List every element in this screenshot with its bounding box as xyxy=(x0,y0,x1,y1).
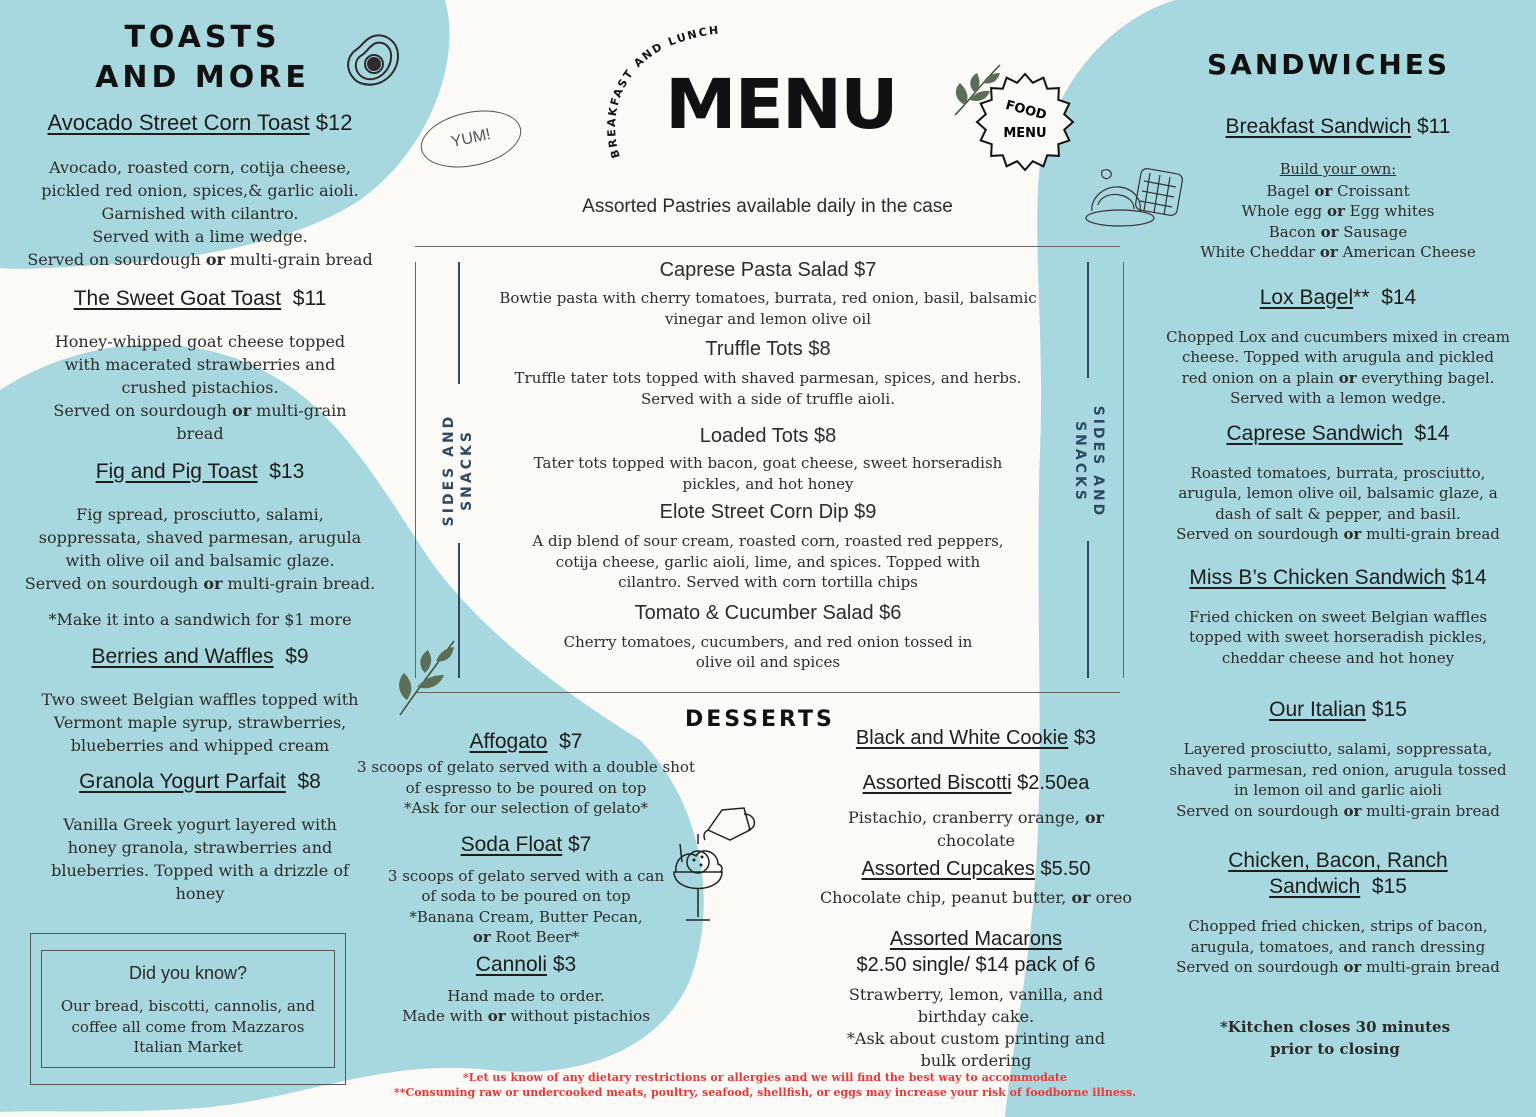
desserts-heading: DESSERTS xyxy=(685,707,835,732)
dessert-item-desc: 3 scoops of gelato served with a can of soda to be poured on top *Banana Cream, Butter Pecan, or Root Beer* xyxy=(387,866,665,946)
sandwich-item-desc: Chopped Lox and cucumbers mixed in cream cheese. Topped with arugula and pickled red onion on a plain or everything bagel. Served with a lemon wedge. xyxy=(1166,327,1510,407)
sandwiches-column xyxy=(1140,114,1536,1060)
sides-right-rule xyxy=(1123,262,1124,678)
toast-item-title: Berries and Waffles $9 xyxy=(91,645,309,668)
did-you-know-text: Our bread, biscotti, cannolis, and coffee all come from Mazzaros Italian Market xyxy=(60,997,316,1056)
dessert-item-title: Assorted Biscotti $2.50ea xyxy=(862,772,1090,794)
side-item-title: Caprese Pasta Salad $7 xyxy=(659,259,877,281)
side-item-desc: Tater tots topped with bacon, goat cheese, sweet horseradish pickles, and hot honey xyxy=(533,454,1003,493)
menu-title: MENU xyxy=(665,64,897,144)
desserts-left-column xyxy=(350,729,702,1027)
sandwich-item-title: Our Italian $15 xyxy=(1269,698,1407,721)
sides-label-left: SIDES AND SNACKS xyxy=(441,413,475,527)
side-item-title: Truffle Tots $8 xyxy=(705,338,831,360)
sides-bottom-rule xyxy=(415,692,1120,693)
toasts-column xyxy=(0,110,400,905)
dessert-item-subtitle: $2.50 single/ $14 pack of 6 xyxy=(856,954,1096,976)
side-item-desc: Truffle tater tots topped with shaved parmesan, spices, and herbs. Served with a side of truffle aioli. xyxy=(514,369,1022,408)
toast-item-desc: Fig spread, prosciutto, salami, soppressata, shaved parmesan, arugula with olive oil and balsamic glaze. Served on sourdough or multi-grain bread. xyxy=(24,505,376,593)
toasts-heading: TOASTS AND MORE xyxy=(95,20,310,95)
side-item-title: Loaded Tots $8 xyxy=(699,425,837,447)
toast-item-desc: Honey-whipped goat cheese topped with macerated strawberries and crushed pistachios. Served on sourdough or multi-grain bread xyxy=(53,332,347,443)
dessert-item-title: Assorted Macarons xyxy=(889,928,1063,950)
avocado-icon xyxy=(340,28,410,98)
sandwich-item-desc: Bagel or Croissant Whole egg or Egg whites Bacon or Sausage White Cheddar or American Cheese xyxy=(1200,181,1476,261)
sandwich-item-desc: Fried chicken on sweet Belgian waffles topped with sweet horseradish pickles, cheddar cheese and hot honey xyxy=(1188,607,1488,667)
sides-list xyxy=(480,257,1056,673)
sundae-icon xyxy=(668,832,728,927)
sandwich-item-title: Chicken, Bacon, Ranch xyxy=(1228,849,1448,872)
toast-item-title: Granola Yogurt Parfait $8 xyxy=(79,770,321,793)
sandwich-build-label: Build your own: xyxy=(1279,162,1397,178)
desserts-right-column xyxy=(800,725,1152,1072)
sandwich-item-title: Lox Bagel** $14 xyxy=(1259,285,1417,309)
toast-item-desc: Vanilla Greek yogurt layered with honey granola, strawberries and blueberries. Topped with a drizzle of honey xyxy=(51,815,349,903)
dessert-item-desc: Strawberry, lemon, vanilla, and birthday cake. *Ask about custom printing and bulk ordering xyxy=(846,985,1106,1070)
leaf-icon xyxy=(392,635,462,720)
sides-left-rule xyxy=(415,262,416,678)
side-item-desc: Bowtie pasta with cherry tomatoes, burrata, red onion, basil, balsamic vinegar and lemon olive oil xyxy=(499,289,1037,328)
dessert-item-desc: Hand made to order. Made with or without pistachios xyxy=(402,986,650,1025)
sandwich-item-title: Caprese Sandwich $14 xyxy=(1226,421,1450,445)
dessert-item-title: Assorted Cupcakes $5.50 xyxy=(861,858,1091,880)
dessert-item-desc: Chocolate chip, peanut butter, or oreo xyxy=(819,888,1133,907)
side-item-desc: A dip blend of sour cream, roasted corn, roasted red peppers, cotija cheese, garlic aioli, lime, and spices. Topped with cilantro. Served with corn tortilla chips xyxy=(532,532,1004,591)
dessert-item-title: Black and White Cookie $3 xyxy=(855,727,1097,749)
toast-item-title: Fig and Pig Toast $13 xyxy=(95,460,305,483)
kitchen-closing-note: *Kitchen closes 30 minutes prior to closing xyxy=(1219,1017,1451,1058)
raw-food-warning: **Consuming raw or undercooked meats, poultry, seafood, shellfish, or eggs may increase your risk of foodborne illness. xyxy=(393,1086,1137,1099)
sides-right-accent-bottom xyxy=(1087,541,1089,678)
dessert-item-title: Soda Float $7 xyxy=(460,832,592,856)
sandwich-item-title: Miss B’s Chicken Sandwich $14 xyxy=(1189,565,1487,589)
dessert-item-desc: Pistachio, cranberry orange, or chocolate xyxy=(848,808,1104,850)
sides-top-rule xyxy=(415,246,1120,247)
side-item-title: Tomato & Cucumber Salad $6 xyxy=(634,601,902,624)
dessert-item-title: Cannoli $3 xyxy=(475,952,577,976)
toast-item-title: The Sweet Goat Toast $11 xyxy=(73,287,327,310)
sandwich-item-desc: Chopped fried chicken, strips of bacon, arugula, tomatoes, and ranch dressing Served on sourdough or multi-grain bread xyxy=(1176,917,1500,976)
sandwich-item-desc: Roasted tomatoes, burrata, prosciutto, arugula, lemon olive oil, balsamic glaze, a dash of salt & pepper, and basil. Served on sourdough or multi-grain bread xyxy=(1176,463,1500,543)
sides-left-accent-top xyxy=(458,262,460,384)
did-you-know-box xyxy=(30,933,346,1085)
dessert-item-desc: 3 scoops of gelato served with a double shot of espresso to be poured on top *Ask for our selection of gelato* xyxy=(357,758,695,817)
sides-right-accent-top xyxy=(1087,262,1089,378)
svg-text:BREAKFAST AND LUNCH: BREAKFAST AND LUNCH xyxy=(604,23,721,160)
sandwich-upgrade-note: *Make it into a sandwich for $1 more xyxy=(48,610,352,629)
toast-item-desc: Two sweet Belgian waffles topped with Vermont maple syrup, strawberries, blueberries and whipped cream xyxy=(41,690,359,755)
pastries-note: Assorted Pastries available daily in the case xyxy=(582,196,953,217)
toast-item-title: Avocado Street Corn Toast $12 xyxy=(47,110,353,135)
svg-text:MENU: MENU xyxy=(1003,126,1047,141)
dessert-item-title: Affogato $7 xyxy=(469,730,583,753)
toast-item-desc: Avocado, roasted corn, cotija cheese, pickled red onion, spices,& garlic aioli. Garnished with cilantro. Served with a lime wedge. Served on sourdough or multi-grain bread xyxy=(27,158,373,269)
sandwich-item-title-line2: Sandwich $15 xyxy=(1269,875,1407,898)
yum-bubble: YUM! xyxy=(416,102,527,176)
sandwich-item-desc: Layered prosciutto, salami, soppressata, shaved parmesan, red onion, arugula tossed in lemon oil and garlic aioli Served on sourdough or multi-grain bread xyxy=(1169,740,1507,820)
allergy-note: *Let us know of any dietary restrictions or allergies and we will find the best way to accommodate xyxy=(463,1071,1067,1084)
did-you-know-title: Did you know? xyxy=(128,963,248,983)
sandwiches-heading: SANDWICHES xyxy=(1207,48,1451,81)
side-item-desc: Cherry tomatoes, cucumbers, and red onion tossed in olive oil and spices xyxy=(563,632,973,671)
svg-text:FOOD: FOOD xyxy=(1003,97,1049,124)
food-menu-badge xyxy=(975,72,1075,172)
sides-label-right: SIDES AND SNACKS xyxy=(1072,405,1106,519)
sandwich-item-title: Breakfast Sandwich $11 xyxy=(1225,115,1451,138)
side-item-title: Elote Street Corn Dip $9 xyxy=(659,501,877,523)
